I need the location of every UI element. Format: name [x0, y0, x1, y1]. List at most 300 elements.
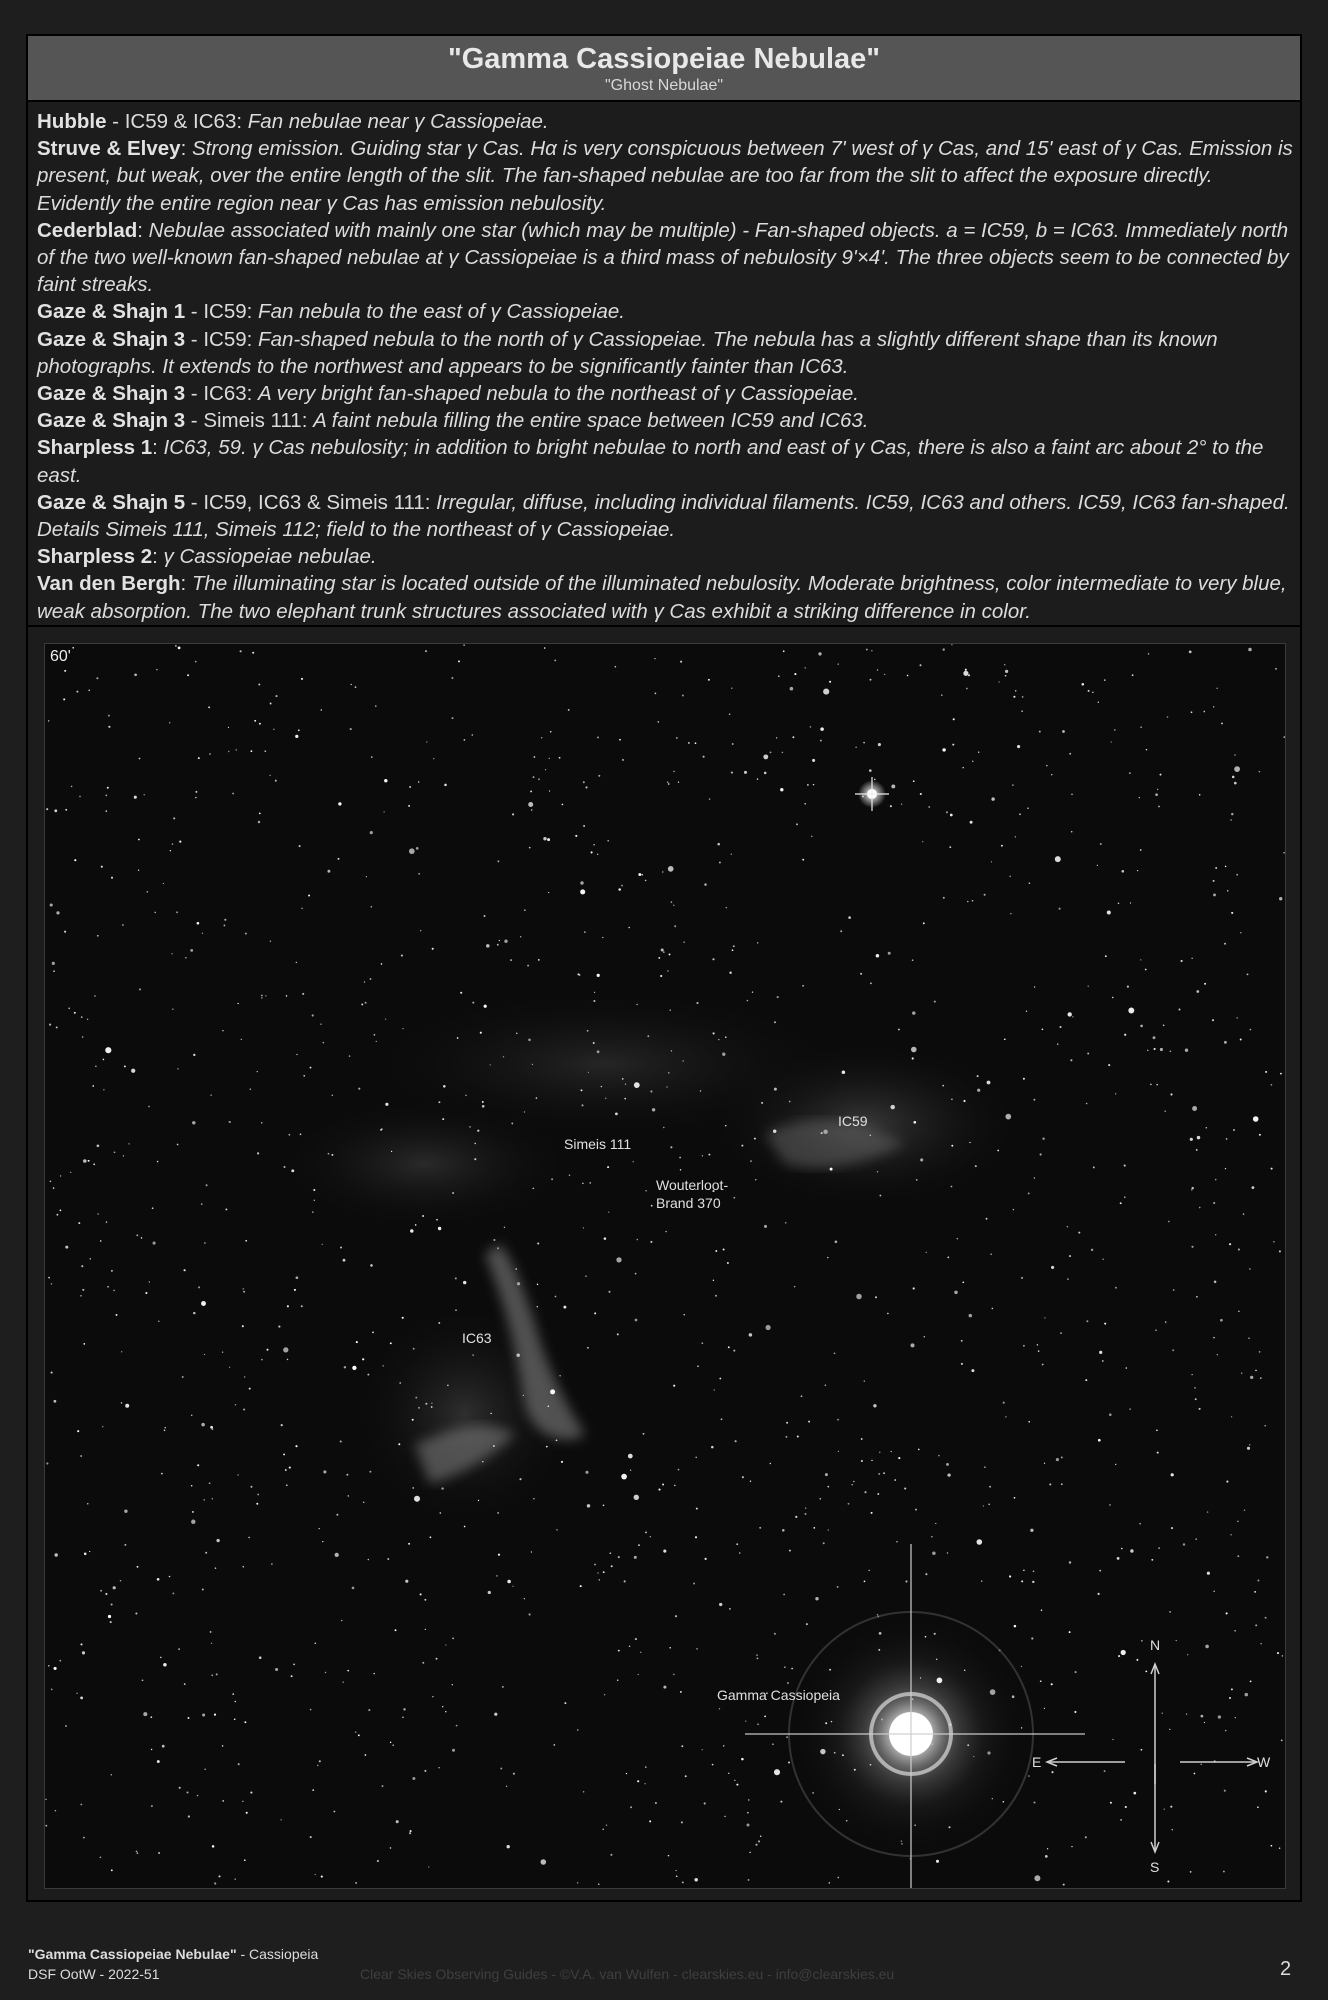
star — [402, 1317, 404, 1319]
star — [662, 871, 663, 872]
star — [441, 1487, 443, 1489]
star — [452, 1749, 455, 1752]
star — [1215, 1179, 1217, 1181]
star — [890, 805, 892, 807]
star — [607, 840, 609, 842]
star — [1130, 902, 1131, 903]
star — [1021, 1277, 1023, 1279]
star — [582, 1104, 584, 1106]
star — [918, 1449, 920, 1451]
star — [1055, 856, 1061, 862]
entry-10 — [37, 570, 1297, 624]
star — [424, 1770, 426, 1772]
star — [136, 1851, 138, 1853]
star — [504, 1227, 505, 1228]
star — [169, 722, 170, 723]
star — [108, 1615, 111, 1618]
star — [478, 1500, 479, 1501]
star — [1146, 749, 1147, 750]
star — [1255, 1624, 1257, 1626]
star — [242, 1325, 244, 1327]
star — [1097, 865, 1098, 866]
star — [984, 894, 986, 896]
star — [163, 1663, 167, 1667]
star — [53, 1187, 54, 1188]
star — [1224, 1790, 1226, 1792]
star — [216, 1539, 219, 1542]
star — [1225, 1730, 1226, 1731]
star — [175, 645, 177, 647]
star — [1033, 1801, 1035, 1803]
star — [177, 1144, 179, 1146]
star — [898, 1029, 900, 1031]
star — [652, 1108, 655, 1111]
star — [594, 1564, 596, 1566]
entry-source: Van den Bergh — [37, 572, 181, 596]
star — [695, 742, 697, 744]
star — [381, 1128, 383, 1130]
star — [375, 705, 376, 706]
star — [657, 721, 659, 723]
star — [942, 648, 944, 650]
star — [261, 997, 263, 999]
star — [87, 1019, 88, 1020]
star — [695, 1457, 697, 1459]
star — [93, 1163, 95, 1165]
star — [1249, 1268, 1250, 1269]
star — [821, 1132, 823, 1134]
star — [442, 1706, 443, 1707]
star — [1140, 1749, 1142, 1751]
star — [46, 1462, 48, 1464]
star — [647, 1035, 649, 1037]
star — [1069, 1631, 1071, 1633]
star — [673, 905, 674, 906]
entry-source: Gaze & Shajn 3 — [37, 327, 186, 351]
star — [1074, 1711, 1076, 1713]
star — [1075, 1671, 1077, 1673]
star — [1051, 1683, 1053, 1685]
star — [430, 1536, 432, 1538]
star — [913, 780, 915, 782]
star — [1171, 1527, 1173, 1529]
star — [840, 930, 842, 932]
star — [106, 1221, 107, 1222]
star — [1099, 1570, 1101, 1572]
star — [660, 975, 662, 977]
star — [757, 778, 758, 779]
star — [786, 1736, 788, 1738]
star — [301, 678, 303, 680]
star — [618, 888, 621, 891]
star — [972, 761, 973, 762]
star — [336, 1514, 338, 1516]
star — [548, 892, 549, 893]
star — [532, 1064, 533, 1065]
star — [147, 891, 148, 892]
star — [989, 1486, 991, 1488]
star — [763, 754, 768, 759]
star — [105, 1047, 111, 1053]
star — [172, 1592, 174, 1594]
star — [1124, 1034, 1126, 1036]
star — [564, 1702, 566, 1704]
star — [116, 1314, 118, 1316]
star — [191, 1415, 193, 1417]
star — [954, 1291, 957, 1294]
star — [482, 1461, 483, 1462]
compass-north-label: N — [1150, 1637, 1161, 1653]
star — [80, 1804, 82, 1806]
star — [1153, 1036, 1156, 1039]
star — [837, 1877, 839, 1879]
star — [591, 851, 593, 853]
star — [1098, 1439, 1101, 1442]
star — [1176, 1640, 1177, 1641]
star — [729, 713, 731, 715]
star — [645, 1766, 646, 1767]
star — [848, 1503, 850, 1505]
star — [733, 945, 735, 947]
star — [390, 1847, 391, 1848]
star — [321, 1876, 323, 1878]
star — [615, 1113, 618, 1116]
star — [658, 957, 660, 959]
star — [504, 939, 507, 942]
star — [523, 1395, 524, 1396]
star — [804, 1513, 806, 1515]
footer-title — [28, 1946, 318, 1962]
star — [645, 1190, 646, 1191]
star — [480, 1032, 482, 1034]
star — [502, 1686, 504, 1688]
star — [684, 942, 685, 943]
star — [848, 916, 851, 919]
star — [243, 1409, 245, 1411]
star — [1201, 1715, 1204, 1718]
star — [320, 1023, 322, 1025]
star — [655, 1802, 657, 1804]
star — [1014, 1497, 1016, 1499]
star — [961, 1363, 963, 1365]
star — [193, 1054, 195, 1056]
star — [936, 1860, 939, 1863]
star — [714, 1389, 715, 1390]
star — [676, 1875, 678, 1877]
star — [808, 1421, 810, 1423]
star — [789, 1550, 791, 1552]
star — [1271, 1084, 1273, 1086]
star — [191, 1485, 193, 1487]
star — [151, 1805, 153, 1807]
star — [1273, 1241, 1275, 1243]
star — [244, 1376, 245, 1377]
star — [398, 1443, 400, 1445]
star — [1234, 1630, 1236, 1632]
star — [541, 737, 542, 738]
star — [725, 1125, 726, 1126]
star — [991, 797, 994, 800]
star — [280, 1819, 281, 1820]
star — [100, 1856, 102, 1858]
star — [145, 1292, 147, 1294]
star — [124, 1544, 126, 1546]
star — [248, 1537, 249, 1538]
star — [298, 729, 300, 731]
star — [442, 1118, 444, 1120]
star — [289, 1467, 291, 1469]
star — [597, 736, 599, 738]
star — [401, 955, 403, 957]
star — [92, 1085, 94, 1087]
star — [788, 1762, 790, 1764]
star — [1170, 1050, 1172, 1052]
star — [513, 1773, 515, 1775]
star — [1237, 1521, 1238, 1522]
star — [79, 796, 81, 798]
star — [89, 1551, 90, 1552]
star — [436, 1219, 438, 1221]
star — [222, 1745, 224, 1747]
star — [1100, 843, 1102, 845]
star — [912, 1011, 915, 1014]
star — [246, 1812, 248, 1814]
star — [1168, 1221, 1170, 1223]
star — [559, 757, 561, 759]
entry-colon: : — [246, 382, 259, 406]
star — [1155, 1330, 1156, 1331]
star — [947, 1473, 950, 1476]
star — [1118, 1655, 1120, 1657]
star — [719, 1378, 721, 1380]
star — [347, 1495, 349, 1497]
star — [409, 1832, 411, 1834]
star — [925, 1573, 927, 1575]
star — [463, 644, 465, 646]
star — [728, 1773, 729, 1774]
star — [1042, 1028, 1044, 1030]
star — [409, 786, 411, 788]
star — [343, 1259, 346, 1262]
star — [408, 1543, 410, 1545]
star — [543, 837, 546, 840]
star — [633, 1161, 634, 1162]
star — [1195, 1398, 1197, 1400]
star — [344, 1366, 346, 1368]
star — [184, 1683, 186, 1685]
star — [261, 1122, 263, 1124]
star — [524, 1598, 525, 1599]
star — [158, 1320, 160, 1322]
star — [533, 1498, 534, 1499]
star — [733, 1350, 735, 1352]
star — [1111, 741, 1112, 742]
star — [287, 1305, 289, 1307]
star — [474, 1158, 476, 1160]
star — [951, 1186, 953, 1188]
star — [229, 1367, 230, 1368]
star — [970, 821, 973, 824]
star — [920, 793, 922, 795]
star — [619, 739, 621, 741]
star — [197, 1464, 199, 1466]
star — [206, 1184, 208, 1186]
star — [150, 1716, 152, 1718]
star — [883, 1472, 885, 1474]
entry-separator: - — [106, 110, 125, 133]
star — [105, 1593, 107, 1595]
star — [250, 1792, 252, 1794]
star — [410, 1830, 412, 1832]
star — [724, 1816, 725, 1817]
star — [82, 1651, 85, 1654]
star — [587, 1504, 590, 1507]
star — [214, 1882, 216, 1884]
star — [635, 1319, 638, 1322]
star — [490, 1064, 491, 1065]
star — [303, 1075, 305, 1077]
star — [281, 1424, 283, 1426]
star — [302, 993, 304, 995]
star — [1038, 1350, 1040, 1352]
star — [355, 686, 357, 688]
star — [577, 1882, 578, 1883]
star — [665, 1231, 667, 1233]
star — [650, 1536, 651, 1537]
star — [1029, 882, 1031, 884]
star — [362, 1358, 364, 1360]
star — [819, 1498, 821, 1500]
entry-text: γ Cassiopeiae nebulae. — [163, 545, 377, 569]
star — [818, 652, 821, 655]
star — [74, 1012, 76, 1014]
entry-1 — [37, 135, 1297, 217]
star — [864, 1491, 866, 1493]
star — [259, 812, 261, 814]
star — [734, 1780, 735, 1781]
star — [1034, 1177, 1035, 1178]
star — [484, 915, 486, 917]
star — [871, 1460, 872, 1461]
star — [371, 906, 373, 908]
star — [210, 1631, 212, 1633]
star — [963, 671, 968, 676]
star — [713, 1032, 715, 1034]
entry-text: Strong emission. Guiding star γ Cas. Hα is very conspicuous between 7' west of γ Cas, and 15' east of γ Cas. Emission is present, but weak, over the entire length of the slit. The fan-shaped nebulae are too far from the slit to affect the exposure directly. Evidently the entire region near γ Cas has emission nebulosity. — [37, 137, 1293, 215]
star — [288, 1134, 290, 1136]
star — [584, 931, 586, 933]
star — [349, 1055, 351, 1057]
star — [678, 781, 679, 782]
star — [861, 1460, 863, 1462]
star — [685, 1775, 687, 1777]
star — [667, 970, 668, 971]
star — [537, 1284, 538, 1285]
star — [432, 1696, 434, 1698]
star — [1199, 1408, 1201, 1410]
star — [830, 1168, 833, 1171]
star — [823, 689, 829, 695]
star — [1199, 794, 1201, 796]
star — [202, 1589, 204, 1591]
wouterloot-brand-370-label-line1: Wouterloot- — [656, 1177, 729, 1193]
entry-source: Sharpless 2 — [37, 545, 153, 569]
entry-colon: : — [301, 409, 314, 433]
star — [670, 1009, 671, 1010]
star — [191, 1520, 195, 1524]
star — [84, 1553, 87, 1556]
star — [708, 679, 710, 681]
star — [1220, 1319, 1223, 1322]
star — [64, 931, 66, 933]
star — [524, 909, 526, 911]
star — [370, 831, 373, 834]
star — [244, 1721, 246, 1723]
star — [1137, 870, 1138, 871]
star — [186, 1791, 188, 1793]
star — [1070, 1059, 1072, 1061]
star — [1204, 1722, 1205, 1723]
star — [1028, 1775, 1030, 1777]
star — [396, 1820, 399, 1823]
star — [754, 1138, 756, 1140]
star — [1265, 1071, 1267, 1073]
star — [912, 1057, 914, 1059]
star — [452, 1638, 454, 1640]
star — [638, 1674, 639, 1675]
star — [870, 982, 872, 984]
star — [172, 843, 173, 844]
star — [364, 981, 365, 982]
star — [178, 1648, 180, 1650]
entry-2 — [37, 217, 1297, 299]
star — [202, 1713, 205, 1716]
simeis-111-label: Simeis 111 — [564, 1136, 632, 1152]
star — [1185, 1049, 1188, 1052]
star — [81, 1016, 83, 1018]
star — [382, 1785, 384, 1787]
star — [651, 1205, 653, 1207]
star — [368, 1709, 370, 1711]
star — [811, 836, 812, 837]
star — [211, 1674, 213, 1676]
star — [1237, 1555, 1239, 1557]
star — [1128, 1008, 1134, 1014]
star — [1186, 1713, 1187, 1714]
star — [1136, 1659, 1138, 1661]
star — [1231, 1416, 1232, 1417]
star — [952, 744, 954, 746]
star — [1225, 1168, 1226, 1169]
star — [792, 736, 794, 738]
star — [1081, 683, 1084, 686]
star — [975, 1165, 977, 1167]
star — [1129, 772, 1131, 774]
star — [1059, 1026, 1061, 1028]
star — [125, 1404, 129, 1408]
star — [48, 1665, 50, 1667]
star — [1231, 912, 1233, 914]
star — [946, 1463, 949, 1466]
star — [550, 1389, 555, 1394]
star — [363, 1502, 364, 1503]
star — [640, 1652, 641, 1653]
star — [139, 988, 141, 990]
star — [621, 885, 623, 887]
star — [860, 973, 862, 975]
star — [755, 1844, 757, 1846]
star — [1179, 1009, 1181, 1011]
